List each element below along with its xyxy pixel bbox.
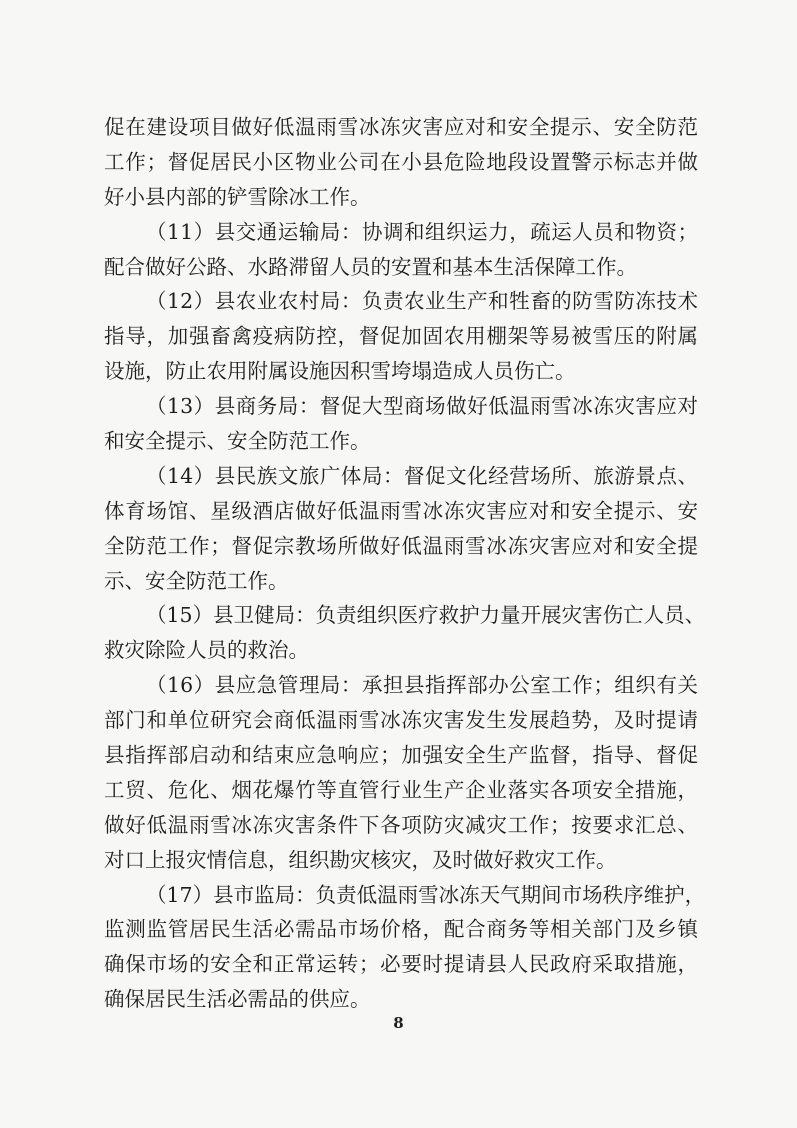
text-line: 县指挥部启动和结束应急响应；加强安全生产监督，指导、督促 (104, 743, 698, 768)
text-line: 和安全提示、安全防范工作。 (104, 429, 371, 454)
text-line: （11）县交通运输局：协调和组织运力，疏运人员和物资； (146, 219, 698, 244)
text-line: 工作；督促居民小区物业公司在小县危险地段设置警示标志并做 (104, 149, 698, 174)
text-line: 救灾除险人员的救治。 (104, 638, 309, 663)
text-line: 指导，加强畜禽疫病防控，督促加固农用棚架等易被雪压的附属 (104, 324, 698, 349)
text-line: 示、安全防范工作。 (104, 568, 289, 593)
text-line: 确保市场的安全和正常运转；必要时提请县人民政府采取措施， (104, 952, 698, 977)
text-line: （17）县市监局：负责低温雨雪冰冻天气期间市场秩序维护， (146, 882, 706, 907)
text-line: 设施，防止农用附属设施因积雪垮塌造成人员伤亡。 (104, 359, 576, 384)
text-line: （13）县商务局：督促大型商场做好低温雨雪冰冻灾害应对 (146, 394, 698, 419)
text-line: 对口上报灾情信息，组织勘灾核灾，及时做好救灾工作。 (104, 847, 617, 872)
text-line: 好小县内部的铲雪除冰工作。 (104, 184, 371, 209)
text-line: 监测监管居民生活必需品市场价格，配合商务等相关部门及乡镇 (104, 917, 698, 942)
text-line: 确保居民生活必需品的供应。 (104, 987, 371, 1012)
text-line: 促在建设项目做好低温雨雪冰冻灾害应对和安全提示、安全防范 (104, 115, 698, 139)
text-line: 配合做好公路、水路滞留人员的安置和基本生活保障工作。 (104, 254, 637, 279)
document-body (104, 110, 706, 1017)
text-line: 部门和单位研究会商低温雨雪冰冻灾害发生发展趋势，及时提请 (104, 708, 698, 733)
text-line: （14）县民族文旅广体局：督促文化经营场所、旅游景点、 (146, 463, 698, 488)
page-number: 8 (393, 1014, 404, 1032)
text-line: （15）县卫健局：负责组织医疗救护力量开展灾害伤亡人员、 (146, 603, 706, 628)
text-line: 做好低温雨雪冰冻灾害条件下各项防灾减灾工作；按要求汇总、 (104, 812, 698, 837)
text-line: （16）县应急管理局：承担县指挥部办公室工作；组织有关 (146, 673, 698, 698)
text-line: 工贸、危化、烟花爆竹等直管行业生产企业落实各项安全措施， (104, 777, 698, 802)
text-line: 全防范工作；督促宗教场所做好低温雨雪冰冻灾害应对和安全提 (104, 533, 698, 558)
text-line: 体育场馆、星级酒店做好低温雨雪冰冻灾害应对和安全提示、安 (104, 498, 698, 523)
text-line: （12）县农业农村局：负责农业生产和牲畜的防雪防冻技术 (146, 289, 698, 314)
